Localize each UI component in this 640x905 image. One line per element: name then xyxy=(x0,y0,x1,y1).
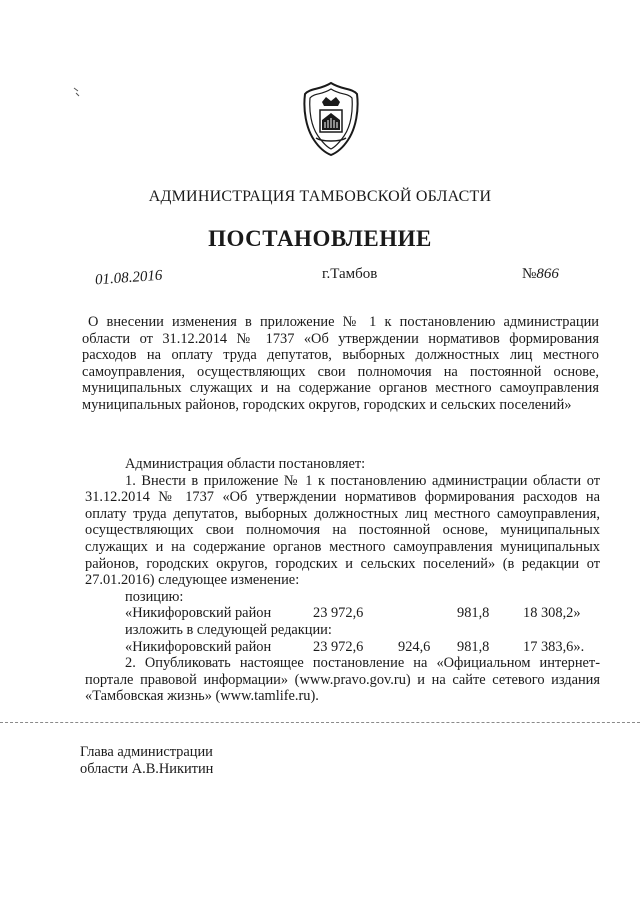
new-row-district: Никифоровский район xyxy=(132,638,272,655)
new-row-name xyxy=(125,639,271,656)
old-row-quote: « xyxy=(125,605,133,622)
old-row-value-3: 981,8 xyxy=(457,605,490,622)
coat-of-arms-emblem xyxy=(300,80,362,158)
old-row-name xyxy=(125,605,271,622)
page-divider xyxy=(0,722,640,723)
signature-line-2: области А.В.Никитин xyxy=(80,761,214,777)
new-position-row xyxy=(85,639,600,656)
new-row-quote: « xyxy=(125,638,133,655)
replace-label: изложить в следующей редакции: xyxy=(125,621,332,638)
agency-title: АДМИНИСТРАЦИЯ ТАМБОВСКОЙ ОБЛАСТИ xyxy=(148,188,492,205)
intro-paragraph: Администрация области постановляет: xyxy=(125,456,366,472)
new-row-value-1: 23 972,6 xyxy=(313,638,364,655)
document-number xyxy=(522,266,559,283)
number-prefix: № xyxy=(522,266,537,282)
document-city: г.Тамбов xyxy=(322,266,378,282)
item-2-paragraph: 2. Опубликовать настоящее постановление на «Официальном интернет-портале правовой информации» (www.pravo.gov.ru) и на сайте сетевого издания «Тамбовская жизнь» (www.tamlife.ru). xyxy=(85,655,600,705)
document-date: 01.08.2016 xyxy=(94,267,163,289)
signature-line-1: Глава администрации xyxy=(80,744,213,760)
position-label: позицию: xyxy=(125,588,184,605)
signature-block xyxy=(80,744,213,778)
document-body xyxy=(85,456,600,705)
number-value: 866 xyxy=(536,266,559,282)
new-row-value-3: 981,8 xyxy=(457,638,490,655)
new-row-value-4: 17 383,6». xyxy=(523,638,585,655)
old-position-row xyxy=(85,605,600,622)
old-row-value-4: 18 308,2» xyxy=(523,605,581,622)
old-row-district: Никифоровский район xyxy=(132,605,272,622)
stray-mark xyxy=(72,86,82,98)
new-row-value-2: 924,6 xyxy=(398,638,431,655)
document-type-title: ПОСТАНОВЛЕНИЕ xyxy=(208,226,432,251)
old-row-value-1: 23 972,6 xyxy=(313,605,364,622)
document-subject: О внесении изменения в приложение № 1 к постановлению администрации области от 31.12.2014 № 1737 «Об утверждении нормативов формирования расходов на оплату труда депутатов, выборных должностных лиц местного самоуправления, осуществляющих свои полномочия на постоянной основе, муниципальных служащих и на содержание органов местного самоуправления муниципальных районов, городских округов, городских и сельских поселений» xyxy=(82,314,599,413)
item-1-paragraph: 1. Внести в приложение № 1 к постановлению администрации области от 31.12.2014 № 1737 «Об утверждении нормативов формирования расходов на оплату труда депутатов, выборных должностных лиц местного самоуправления, осуществляющих свои полномочия на постоянной основе, муниципальных служащих и на содержание органов местного самоуправления муниципальных районов, городских округов, городских и сельских поселений» (в редакции от 27.01.2016) следующее изменение: xyxy=(85,472,600,589)
